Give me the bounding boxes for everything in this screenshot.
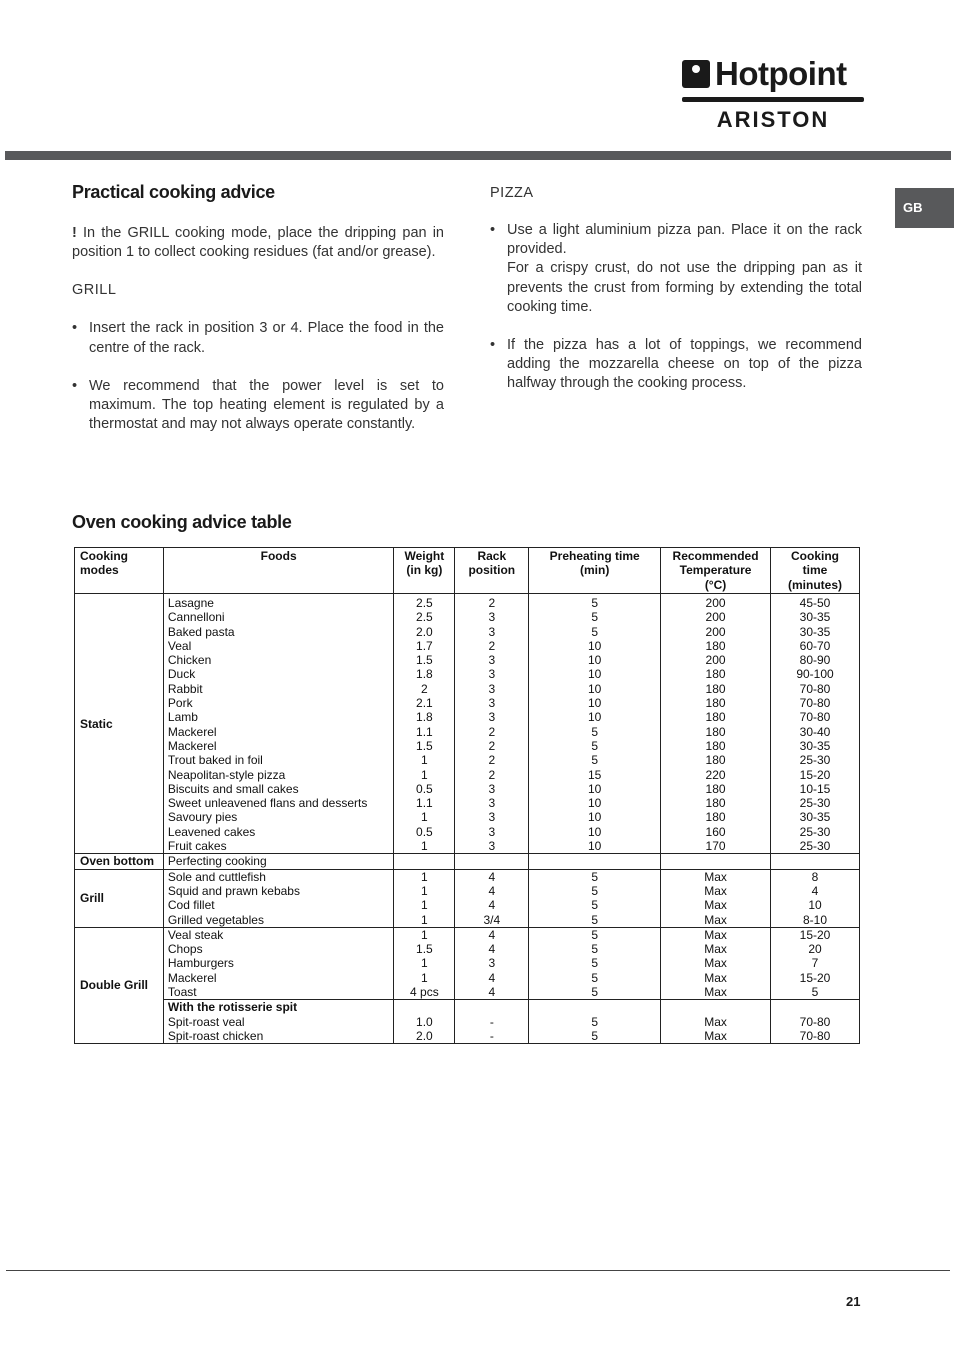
time-cell (771, 854, 860, 869)
page-number: 21 (846, 1294, 861, 1309)
brand-name: Hotpoint (715, 55, 847, 92)
header-modes: Cooking modes (75, 548, 164, 594)
mode-cell: Double Grill (75, 927, 164, 1043)
pizza-heading: PIZZA (490, 185, 534, 201)
rack-cell (455, 854, 529, 869)
practical-advice-title: Practical cooking advice (72, 182, 275, 202)
bullet-icon: • (72, 377, 78, 394)
temp-cell: 200 200 200 180 200 180 180 180 180 180 180 180 220 180 180 180 160 170 (661, 594, 771, 854)
grill-warning (72, 224, 444, 262)
foods-cell (163, 1000, 394, 1044)
list-item (72, 377, 444, 435)
list-item (490, 221, 862, 317)
footer-rule (6, 1270, 950, 1271)
foods-cell: Veal steak Chops Hamburgers Mackerel Toast (163, 927, 394, 999)
hotpoint-ariston-logo (682, 56, 864, 132)
header-foods: Foods (163, 548, 394, 594)
pizza-bullets (490, 221, 862, 394)
cooking-advice-table (74, 547, 860, 1044)
header-rack: Rack position (455, 548, 529, 594)
mode-cell: Oven bottom (75, 854, 164, 869)
header-time: Cooking time (minutes) (771, 548, 860, 594)
bullet-text: Use a light aluminium pizza pan. Place it on the rack provided. (507, 222, 862, 258)
language-tab: GB (895, 188, 954, 228)
preheat-cell: 5 5 5 5 5 (529, 927, 661, 999)
list-item (72, 319, 444, 357)
rack-cell: 4 4 4 3/4 (455, 869, 529, 927)
preheat-cell: 5 5 5 5 (529, 869, 661, 927)
weight-cell (394, 854, 455, 869)
temp-cell (661, 854, 771, 869)
preheat-cell: 5 5 (529, 1000, 661, 1044)
grill-heading: GRILL (72, 282, 117, 299)
weight-cell: 1.0 2.0 (394, 1000, 455, 1044)
logo-top-row (682, 56, 864, 92)
bullet-text: We recommend that the power level is set to maximum. The top heating element is regulated by a thermostat and may not always operate constantly. (89, 377, 444, 433)
mode-cell: Grill (75, 869, 164, 927)
bullet-text-continued: For a crispy crust, do not use the dripping pan as it prevents the crust from forming by extending the total cooking time. (507, 260, 862, 315)
header-preheat: Preheating time (min) (529, 548, 661, 594)
weight-cell: 1 1 1 1 (394, 869, 455, 927)
practical-advice-section (72, 182, 444, 434)
warning-text: In the GRILL cooking mode, place the dripping pan in position 1 to collect cooking residues (fat and/or grease). (72, 225, 444, 261)
warning-mark: ! (72, 225, 77, 241)
table-title: Oven cooking advice table (72, 512, 292, 532)
hotpoint-mark-icon (682, 60, 710, 88)
list-item (490, 336, 862, 394)
weight-cell: 1 1.5 1 1 4 pcs (394, 927, 455, 999)
temp-cell: Max Max Max Max (661, 869, 771, 927)
table-row (75, 927, 860, 999)
table-row (75, 854, 860, 869)
rack-cell: 4 4 3 4 4 (455, 927, 529, 999)
temp-cell: Max Max Max Max Max (661, 927, 771, 999)
bullet-text: If the pizza has a lot of toppings, we recommend adding the mozzarella cheese on top of the pizza halfway through the cooking process. (507, 337, 862, 392)
bullet-icon: • (490, 222, 496, 238)
header-temp: Recommended Temperature (°C) (661, 548, 771, 594)
bullet-text: Insert the rack in position 3 or 4. Place the food in the centre of the rack. (89, 320, 444, 356)
mode-cell: Static (75, 594, 164, 854)
logo-divider (682, 97, 864, 102)
foods-cell: Perfecting cooking (163, 854, 394, 869)
pizza-section (490, 182, 862, 394)
time-cell: 8 4 10 8-10 (771, 869, 860, 927)
weight-cell: 2.5 2.5 2.0 1.7 1.5 1.8 2 2.1 1.8 1.1 1.5 1 1 0.5 1.1 1 0.5 1 (394, 594, 455, 854)
time-cell: 45-50 30-35 30-35 60-70 80-90 90-100 70-80 70-80 70-80 30-40 30-35 25-30 15-20 10-15 25-30 30-35 25-30 25-30 (771, 594, 860, 854)
time-cell: 70-80 70-80 (771, 1000, 860, 1044)
rack-cell: 2 3 3 2 3 3 3 3 3 2 2 2 2 3 3 3 3 3 (455, 594, 529, 854)
temp-cell: Max Max (661, 1000, 771, 1044)
bullet-icon: • (72, 320, 78, 337)
preheat-cell (529, 854, 661, 869)
preheat-cell: 5 5 5 10 10 10 10 10 10 5 5 5 15 10 10 10 10 10 (529, 594, 661, 854)
table-row (75, 1000, 860, 1044)
header-bar (5, 151, 951, 160)
table-row (75, 594, 860, 854)
time-cell: 15-20 20 7 15-20 5 (771, 927, 860, 999)
rotisserie-subheading: With the rotisserie spit (167, 1000, 298, 1015)
rotisserie-foods: Spit-roast veal Spit-roast chicken (167, 1014, 264, 1043)
table-row (75, 869, 860, 927)
foods-cell: Sole and cuttlefish Squid and prawn kebabs Cod fillet Grilled vegetables (163, 869, 394, 927)
table-header-row (75, 548, 860, 594)
foods-cell: Lasagne Cannelloni Baked pasta Veal Chicken Duck Rabbit Pork Lamb Mackerel Mackerel Trout baked in foil Neapolitan-style pizza Biscuits and small cakes Sweet unleavened flans and desserts Savoury pies Leavened cakes Fruit cakes (163, 594, 394, 854)
grill-bullets (72, 319, 444, 434)
bullet-icon: • (490, 337, 496, 354)
rack-cell: - - (455, 1000, 529, 1044)
brand-sub: ARISTON (716, 107, 830, 132)
header-weight: Weight (in kg) (394, 548, 455, 594)
